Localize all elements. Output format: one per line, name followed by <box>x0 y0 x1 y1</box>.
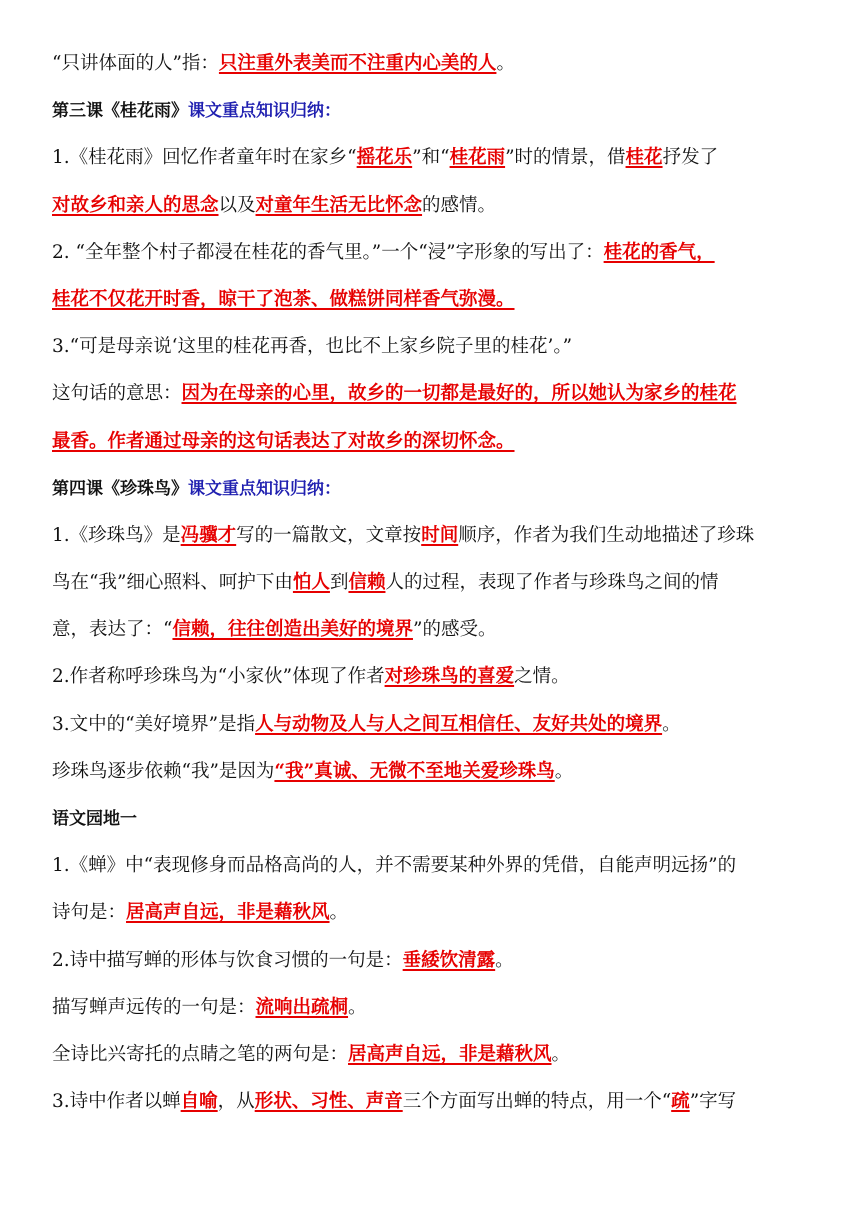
text-line <box>52 194 810 218</box>
answer-highlight: 信赖，往往创造出美好的境界 <box>172 619 413 641</box>
plain-text: 珍珠鸟逐步依赖“我”是因为 <box>52 760 275 782</box>
plain-text: 2.作者称呼珍珠鸟为“小家伙”体现了作者 <box>52 666 385 688</box>
section-heading <box>52 807 810 831</box>
text-line <box>52 665 810 689</box>
plain-text: 。 <box>329 902 349 924</box>
answer-highlight: 桂花不仅花开时香，晾干了泡茶、做糕饼同样香气弥漫。 <box>52 288 515 310</box>
plain-text: 。 <box>551 1043 571 1065</box>
plain-text: ”的感受。 <box>412 619 497 641</box>
answer-highlight: 最香。作者通过母亲的这句话表达了对故乡的深切怀念。 <box>52 430 515 452</box>
plain-text: 写的一篇散文，文章按 <box>236 524 422 546</box>
answer-highlight: 自喻 <box>180 1091 218 1113</box>
plain-text: 抒发了 <box>662 147 719 169</box>
plain-text: 。 <box>662 713 681 735</box>
answer-highlight: 对童年生活无比怀念 <box>255 194 423 216</box>
answer-highlight: 桂花雨 <box>449 147 506 169</box>
plain-text: 。 <box>348 996 367 1018</box>
section-heading <box>52 99 810 123</box>
answer-highlight: 信赖 <box>348 572 386 594</box>
answer-highlight: 只注重外表美而不注重内心美的人 <box>218 53 497 74</box>
text-line <box>52 146 810 170</box>
answer-highlight: 对故乡和亲人的思念 <box>52 194 219 216</box>
plain-text: 2.诗中描写蝉的形体与饮食习惯的一句是： <box>52 949 403 971</box>
heading-title: 第三课《桂花雨》 <box>52 101 188 122</box>
plain-text: 。 <box>496 53 515 74</box>
text-line <box>52 1090 810 1114</box>
plain-text: ”时的情景，借 <box>505 147 626 169</box>
plain-text: “只讲体面的人”指： <box>52 53 219 74</box>
plain-text: 三个方面写出蝉的特点，用一个“ <box>402 1091 672 1113</box>
text-line <box>52 713 810 737</box>
plain-text: 1.《珍珠鸟》是 <box>52 524 181 546</box>
answer-highlight: 疏 <box>671 1091 690 1113</box>
text-line <box>52 382 810 406</box>
answer-highlight: 冯骥才 <box>180 524 237 546</box>
plain-text: 3.“可是母亲说‘这里的桂花再香，也比不上家乡院子里的桂花’。” <box>52 336 573 358</box>
plain-text: 顺序，作者为我们生动地描述了珍珠 <box>458 524 755 546</box>
text-line <box>52 996 810 1020</box>
text-line <box>52 288 810 312</box>
text-line <box>52 618 810 642</box>
answer-highlight: 桂花的香气， <box>603 241 715 263</box>
plain-text: 意，表达了：“ <box>52 619 173 641</box>
plain-text: ”和“ <box>412 147 450 169</box>
text-line <box>52 854 810 878</box>
plain-text: 1.《桂花雨》回忆作者童年时在家乡“ <box>52 147 357 169</box>
answer-highlight: 居高声自远，非是藉秋风 <box>348 1043 552 1065</box>
answer-highlight: 因为在母亲的心里，故乡的一切都是最好的，所以她认为家乡的桂花 <box>181 383 737 405</box>
text-line <box>52 52 810 76</box>
heading-title: 语文园地一 <box>52 809 137 829</box>
answer-highlight: 流响出疏桐 <box>255 996 349 1018</box>
answer-highlight: 时间 <box>421 524 459 546</box>
text-line <box>52 571 810 595</box>
text-line <box>52 1043 810 1067</box>
text-line <box>52 949 810 973</box>
plain-text: 。 <box>495 949 514 971</box>
plain-text: 2. “全年整个村子都浸在桂花的香气里。”一个“浸”字形象的写出了： <box>52 241 604 263</box>
text-line <box>52 524 810 548</box>
plain-text: 1.《蝉》中“表现修身而品格高尚的人，并不需要某种外界的凭借，自能声明远扬”的 <box>52 855 737 877</box>
plain-text: 。 <box>554 760 574 782</box>
answer-highlight: 摇花乐 <box>356 147 413 169</box>
heading-title: 第四课《珍珠鸟》 <box>52 478 188 499</box>
answer-highlight: 垂緌饮清露 <box>402 949 496 971</box>
document-page <box>52 52 810 1137</box>
heading-subtitle: 课文重点知识归纳： <box>188 478 341 499</box>
heading-subtitle: 课文重点知识归纳： <box>188 101 341 122</box>
text-line <box>52 241 810 265</box>
plain-text: ，从 <box>217 1091 255 1113</box>
section-heading <box>52 477 810 501</box>
text-line <box>52 335 810 359</box>
answer-highlight: 对珍珠鸟的喜爱 <box>384 666 515 688</box>
plain-text: ”字写 <box>689 1091 737 1113</box>
answer-highlight: 怕人 <box>292 572 330 594</box>
plain-text: 这句话的意思： <box>52 383 182 405</box>
answer-highlight: 形状、习性、声音 <box>254 1091 403 1113</box>
plain-text: 描写蝉声远传的一句是： <box>52 996 256 1018</box>
text-line <box>52 760 810 784</box>
text-line <box>52 901 810 925</box>
plain-text: 到 <box>329 572 349 594</box>
answer-highlight: 桂花 <box>625 147 663 169</box>
plain-text: 鸟在“我”细心照料、呵护下由 <box>52 572 293 594</box>
text-line <box>52 430 810 454</box>
answer-highlight: 居高声自远，非是藉秋风 <box>126 902 330 924</box>
plain-text: 以及 <box>218 194 256 216</box>
plain-text: 3.诗中作者以蝉 <box>52 1091 181 1113</box>
plain-text: 人的过程，表现了作者与珍珠鸟之间的情 <box>385 572 719 594</box>
answer-highlight: 人与动物及人与人之间互相信任、友好共处的境界 <box>255 713 663 735</box>
plain-text: 之情。 <box>514 666 570 688</box>
plain-text: 全诗比兴寄托的点睛之笔的两句是： <box>52 1043 349 1065</box>
plain-text: 3.文中的“美好境界”是指 <box>52 713 256 735</box>
plain-text: 诗句是： <box>52 902 127 924</box>
answer-highlight: “我”真诚、无微不至地关爱珍珠鸟 <box>274 760 555 782</box>
plain-text: 的感情。 <box>422 194 497 216</box>
